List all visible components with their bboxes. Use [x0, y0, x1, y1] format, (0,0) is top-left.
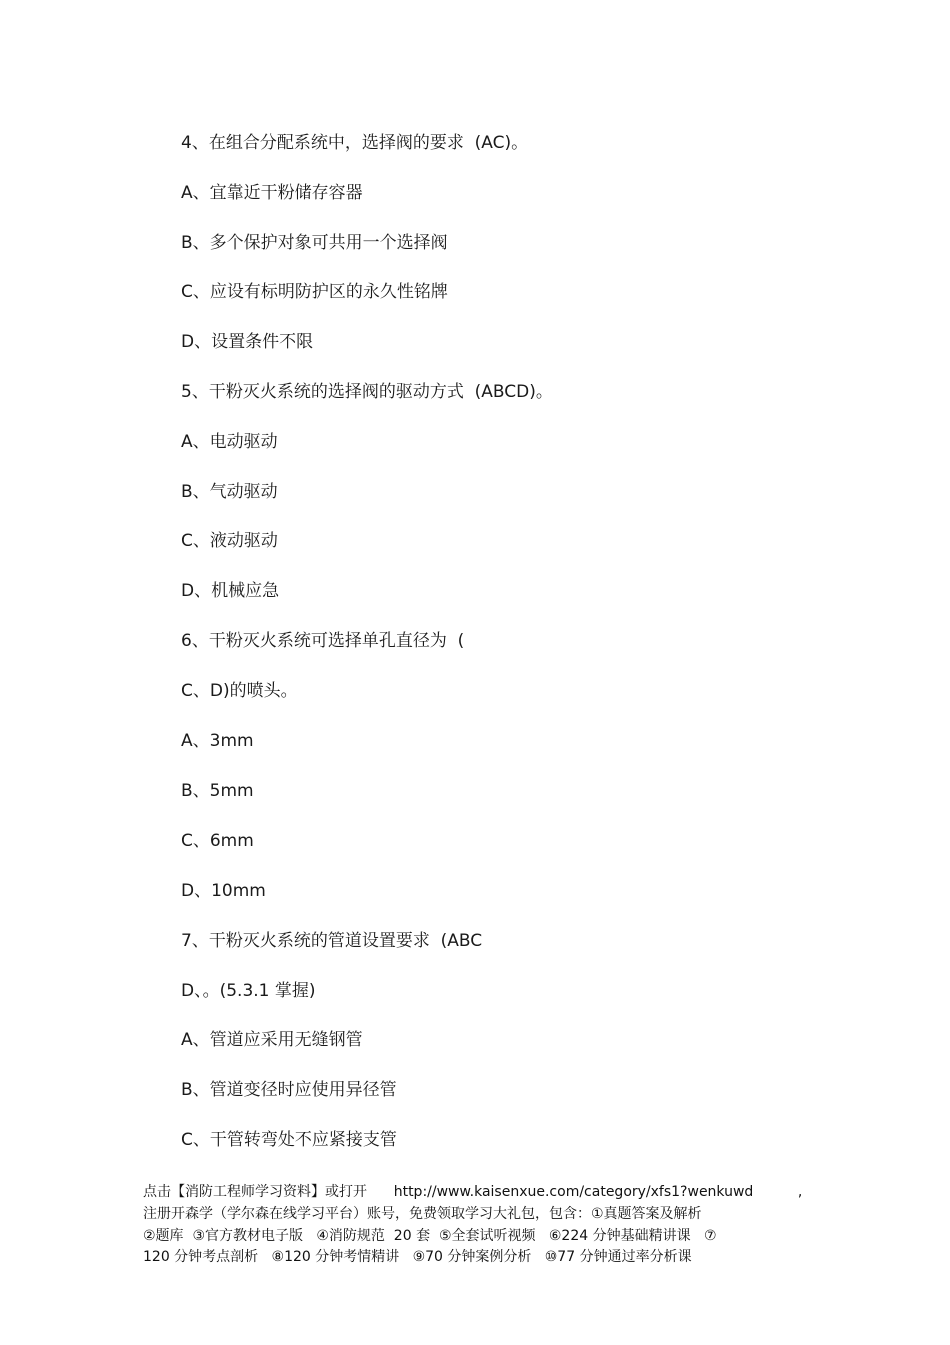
question-6-option-b: B、5mm [181, 781, 254, 801]
question-7-option-b: B、管道变径时应使用异径管 [181, 1080, 397, 1100]
question-4-option-b: B、多个保护对象可共用一个选择阀 [181, 233, 448, 253]
question-4-stem: 4、在组合分配系统中，选择阀的要求 (AC)。 [181, 133, 529, 153]
promo-footer-line-4: 120 分钟考点剖析 ⑧120 分钟考情精讲 ⑨70 分钟案例分析 ⑩77 分钟通过率分析课 [143, 1249, 692, 1265]
question-7-stem: 7、干粉灭火系统的管道设置要求 (ABC [181, 931, 483, 951]
promo-footer-line-2: 注册开森学（学尔森在线学习平台）账号，免费领取学习大礼包，包含：①真题答案及解析 [143, 1206, 702, 1222]
question-6-option-d: D、10mm [181, 881, 266, 901]
question-7-option-c: C、干管转弯处不应紧接支管 [181, 1130, 397, 1150]
question-5-option-c: C、液动驱动 [181, 531, 278, 551]
question-6-option-c: C、6mm [181, 831, 254, 851]
promo-footer-line-3: ②题库 ③官方教材电子版 ④消防规范 20 套 ⑤全套试听视频 ⑥224 分钟基础精讲课 ⑦ [143, 1228, 717, 1244]
question-7-option-a: A、管道应采用无缝钢管 [181, 1030, 363, 1050]
question-5-stem: 5、干粉灭火系统的选择阀的驱动方式 (ABCD)。 [181, 382, 553, 402]
question-6-option-a: A、3mm [181, 731, 254, 751]
question-4-option-d: D、设置条件不限 [181, 332, 314, 352]
question-6-stem-continued: C、D)的喷头。 [181, 681, 298, 701]
question-4-option-a: A、宜靠近干粉储存容器 [181, 183, 363, 203]
promo-footer-line-1[interactable]: 点击【消防工程师学习资料】或打开 http://www.kaisenxue.com/category/xfs1?wenkuwd , [143, 1184, 803, 1200]
question-5-option-d: D、机械应急 [181, 581, 280, 601]
question-6-stem: 6、干粉灭火系统可选择单孔直径为 ( [181, 631, 465, 651]
question-7-stem-continued: D、。(5.3.1 掌握) [181, 981, 316, 1001]
question-5-option-a: A、电动驱动 [181, 432, 278, 452]
question-4-option-c: C、应设有标明防护区的永久性铭牌 [181, 282, 448, 302]
question-5-option-b: B、气动驱动 [181, 482, 278, 502]
